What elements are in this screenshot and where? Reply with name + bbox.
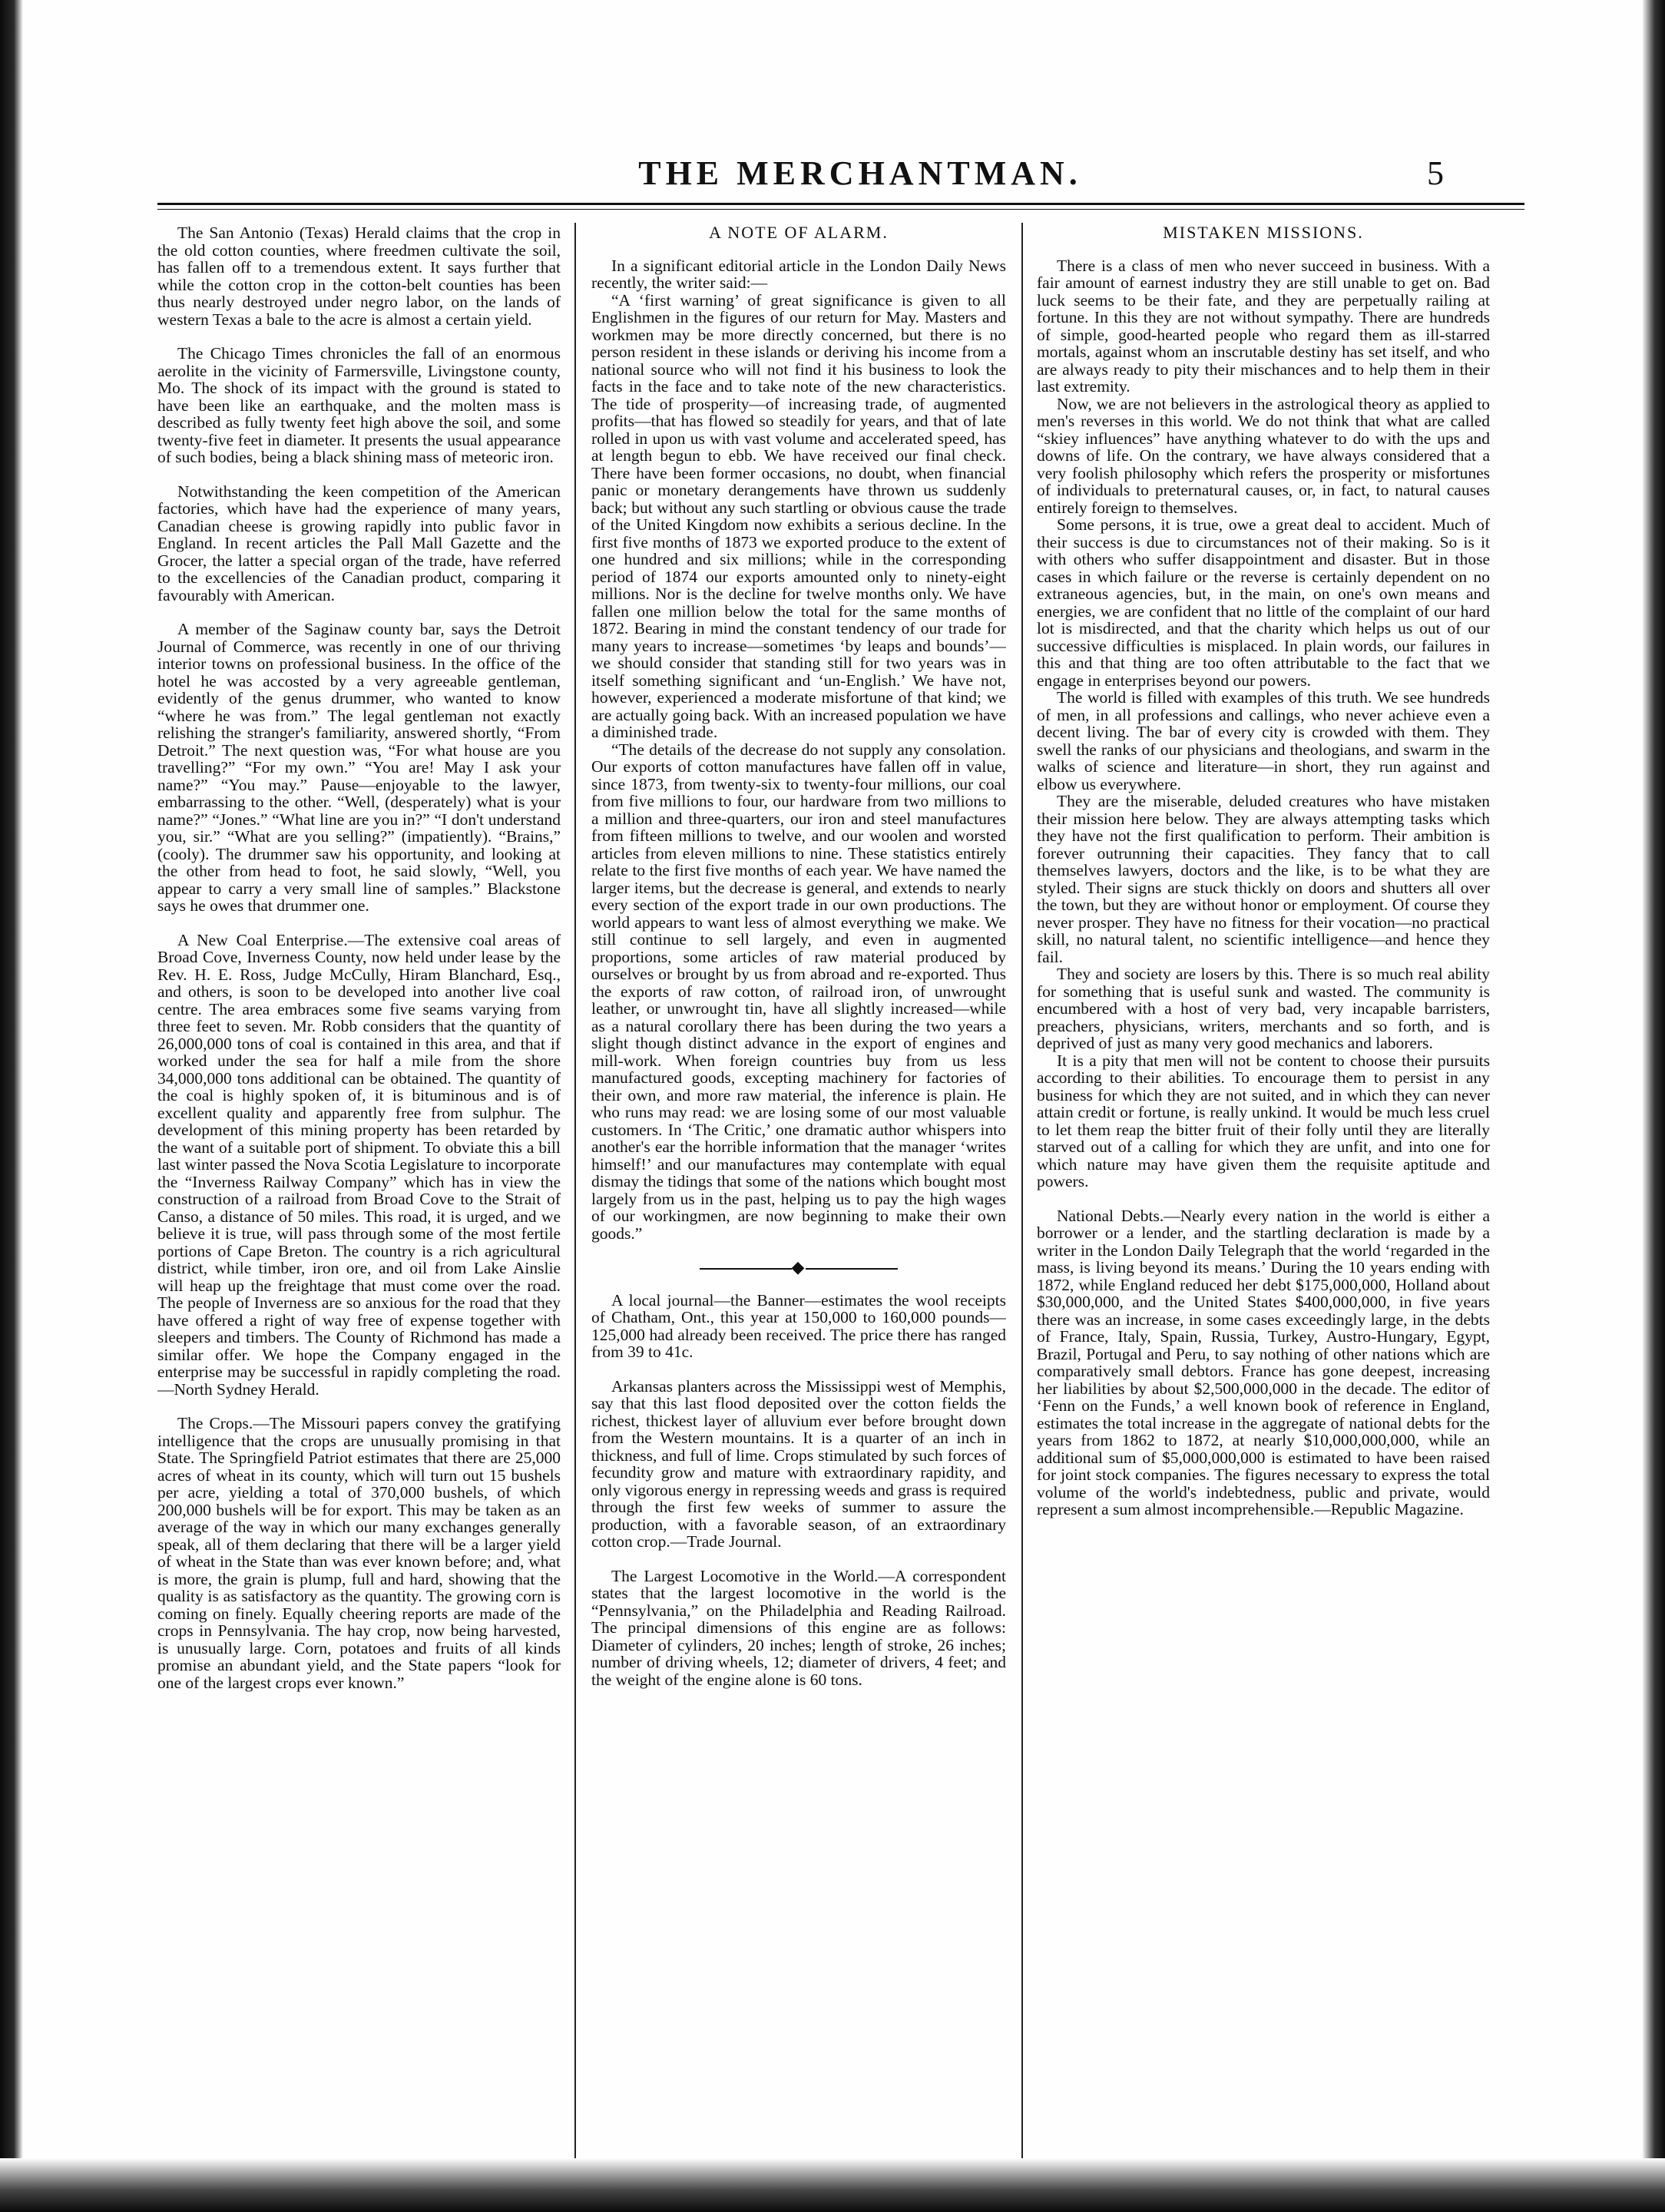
paragraph: Now, we are not believers in the astrological theory as applied to men's reverses in this world. We do not think that what are called “skiey influences” have anything whatever to do with the ups and downs of life. On the contrary, we have always considered that a very foolish philosophy which refers the prosperity or misfortunes of individuals to preternatural causes, or, in fact, to natural causes entirely foreign to themselves. xyxy=(1037,394,1490,517)
paragraph: “The details of the decrease do not supply any consolation. Our exports of cotton manufactures have fallen off in value, since 1873, from twenty-six to twenty-four millions, our coal from five millions to four, our hardware from two millions to a million and three-quarters, our iron and steel manufactures from fifteen millions to twelve, and our woolen and worsted articles from eleven millions to nine. These statistics entirely relate to the first five months of each year. We have named the larger items, but the decrease is general, and extends to nearly every section of the export trade in our own productions. The world appears to want less of almost everything we make. We still continue to sell largely, and even in augmented proportions, some articles of raw material produced by ourselves or brought by us from abroad and re-exported. Thus the exports of raw cotton, of railroad iron, of unwrought leather, or unwrought tin, have all slightly increased—while as a natural corollary there has been during the two years a slight though distinct advance in the export of engines and mill-work. When foreign countries buy from us less manufactured goods, excepting machinery for factories of their own, and more raw material, the inference is plain. He who runs may read: we are losing some of our most valuable customers. In ‘The Critic,’ one dramatic author whispers into another's ear the horrible information that the manager ‘writes himself!’ and our manufactures may contemplate with equal dismay the tidings that some of the nations which bought most largely from us in the past, helping us to pay the high wages of our workingmen, are now beginning to make their own goods.” xyxy=(591,740,1006,1243)
masthead-rule-bottom xyxy=(157,209,1524,210)
scan-bottom-edge xyxy=(0,2158,1665,2212)
article-largest-locomotive: The Largest Locomotive in the World.—A correspondent states that the largest locomotive in the world is the “Pennsylvania,” on the Philadelphia and Reading Railroad. The principal dimensions of this engine are as follows: Diameter of cylinders, 20 inches; length of stroke, 26 inches; number of driving wheels, 12; diameter of drivers, 4 feet; and the weight of the engine alone is 60 tons. xyxy=(591,1566,1006,1689)
column-rule-2 xyxy=(1021,223,1023,2158)
article-note-of-alarm xyxy=(591,257,1006,1243)
paragraph: It is a pity that men will not be content to choose their pursuits according to their abilities. To encourage them to persist in any business for which they are not suited, and in which they can never attain credit or fortune, is really unkind. It would be much less cruel to let them reap the bitter fruit of their folly until they are literally starved out of a calling for which they are unfit, and into one for which nature may have given them the requisite aptitude and powers. xyxy=(1037,1051,1490,1190)
paragraph: There is a class of men who never succeed in business. With a fair amount of earnest industry they are still unable to get on. Bad luck seems to be their fate, and they are perpetually railing at fortune. In this they are not without sympathy. There are hundreds of simple, good-hearted people who regard them as ill-starred mortals, against whom an inscrutable destiny has set itself, and who are always ready to pity their mischances and to help them in their last extremity. xyxy=(1037,256,1490,396)
paragraph: Some persons, it is true, owe a great deal to accident. Much of their success is due to circumstances not of their making. So is it with others who suffer disappointment and disaster. But in those cases in which failure or the reverse is certainly dependent on no extraneous agencies, but, in the main, on one's own means and energies, we are confident that no little of the complaint of our hard lot is misdirected, and that the charity which helps us out of our successive difficulties is misplaced. In plain words, our failures in this and that thing are too often attributable to the fact that we engage in enterprises beyond our powers. xyxy=(1037,515,1490,690)
paragraph: The world is filled with examples of this truth. We see hundreds of men, in all professions and callings, who never achieve even a decent living. The bar of every city is crowded with them. They swell the ranks of our physicians and theologians, and swarm in the walks of science and literature—in short, they run against and elbow us everywhere. xyxy=(1037,688,1490,793)
article-new-coal-enterprise: A New Coal Enterprise.—The extensive coal areas of Broad Cove, Inverness County, now held under lease by the Rev. H. E. Ross, Judge McCully, Hiram Blanchard, Esq., and others, is soon to be developed into another live coal centre. The area embraces some five seams varying from three feet to seven. Mr. Robb considers that the quantity of 26,000,000 tons of coal is contained in this area, and that if worked under the sea for half a mile from the shore 34,000,000 tons additional can be obtained. The quantity of the coal is highly spoken of, it is bituminous and is of excellent quality and apparently free from sulphur. The development of this mining property has been retarded by the want of a suitable port of shipment. To obviate this a bill last winter passed the Nova Scotia Legislature to incorporate the “Inverness Railway Company” which has in view the construction of a railroad from Broad Cove to the Strait of Canso, a distance of 50 miles. This road, it is urged, and we believe it is true, will pass through some of the most fertile portions of Cape Breton. The country is a rich agricultural district, while timber, iron ore, and oil from Lake Ainslie will heap up the freightage that must come over the road. The people of Inverness are so anxious for the road that they have offered a right of way free of expense together with sleepers and timbers. The County of Richmond has made a similar offer. We hope the Company engaged in the enterprise may be successful in rapidly completing the road.—North Sydney Herald. xyxy=(157,930,561,1399)
paragraph: In a significant editorial article in the London Daily News recently, the writer said:— xyxy=(591,256,1006,292)
section-divider: ◆ xyxy=(591,1259,1006,1277)
masthead-title: THE MERCHANTMAN. xyxy=(638,154,1082,192)
page-number: 5 xyxy=(1427,154,1444,192)
heading-note-of-alarm: A NOTE OF ALARM. xyxy=(709,224,889,242)
heading-mistaken-missions: MISTAKEN MISSIONS. xyxy=(1163,224,1364,242)
scan-left-edge xyxy=(0,0,23,2212)
article-chatham-wool: A local journal—the Banner—estimates the wool receipts of Chatham, Ont., this year at 150,000 to 160,000 pounds—125,000 had already been received. The price there has ranged from 39 to 41c. xyxy=(591,1290,1006,1361)
article-the-crops: The Crops.—The Missouri papers convey the gratifying intelligence that the crops are unusually promising in that State. The Springfield Patriot estimates that there are 25,000 acres of wheat in its county, which will turn out 15 bushels per acre, yielding a total of 370,000 bushels, of which 200,000 bushels will be for export. This may be taken as an average of the way in which our many exchanges generally speak, all of them declaring that there will be a larger yield of wheat in the State than was ever known before; and, what is more, the grain is plump, full and hard, showing that the quality is as satisfactory as the quantity. The growing corn is coming on finely. Equally cheering reports are made of the crops in Pennsylvania. The hay crop, now being harvested, is unusually large. Corn, potatoes and fruits of all kinds promise an abundant yield, and the State papers “look for one of the largest crops ever known.” xyxy=(157,1414,561,1692)
paragraph: They and society are losers by this. There is so much real ability for something that is useful sunk and wasted. The community is encumbered with a host of very bad, very incapable barristers, preachers, physicians, writers, merchants and so forth, and is deprived of just as many very good mechanics and laborers. xyxy=(1037,965,1490,1052)
article-aerolite: The Chicago Times chronicles the fall of an enormous aerolite in the vicinity of Farmersville, Livingstone county, Mo. The shock of its impact with the ground is stated to have been like an earthquake, and the molten mass is described as fully twenty feet high above the soil, and some twenty-five feet in diameter. It presents the usual appearance of such bodies, being a black shining mass of meteoric iron. xyxy=(157,344,561,466)
masthead-rule-top xyxy=(157,203,1524,205)
paragraph: They are the miserable, deluded creatures who have mistaken their mission here below. They are always attempting tasks which they have not the first qualification to perform. Their ambition is forever outrunning their capacities. They fancy that to call themselves lawyers, doctors and the like, is to be what they are styled. Their signs are stuck thickly on doors and shutters all over the town, but they are without honor or employment. Of course they never prosper. They have no fitness for their vocation—no practical skill, no natural talent, no scientific intelligence—and hence they fail. xyxy=(1037,792,1490,966)
column-right xyxy=(1037,224,1490,2151)
scan-right-edge xyxy=(1642,0,1665,2212)
paragraph: “A ‘first warning’ of great significance is given to all Englishmen in the figures of our return for May. Masters and workmen may be more directly concerned, but there is no person resident in these islands or deriving his income from a national source who will not find it his business to look the facts in the face and to take note of the new characteristics. The tide of prosperity—of increasing trade, of augmented profits—that has flowed so steadily for years, and that of late rolled in upon us with vast volume and accelerated speed, has at length begun to ebb. We have received our final check. There have been former occasions, no doubt, when financial panic or monetary derangements have thrown us suddenly back; but without any such startling or obvious cause the trade of the United Kingdom now exhibits a serious decline. In the first five months of 1873 we exported produce to the extent of one hundred and six millions; while in the corresponding period of 1874 our exports amounted only to ninety-eight millions. Nor is the decline for twelve months only. We have fallen one million below the total for the same months of 1872. Bearing in mind the constant tendency of our trade for many years to increase—sometimes ‘by leaps and bounds’—we should consider that standing still for two years was in itself something significant and ‘un-English.’ We have not, however, experienced a moderate misfortune of that kind; we are actually going back. With an increased population we have a diminished trade. xyxy=(591,290,1006,741)
column-rule-1 xyxy=(574,223,576,2158)
column-left xyxy=(157,224,561,2151)
article-cotton-crop: The San Antonio (Texas) Herald claims that the crop in the old cotton counties, where freedmen cultivate the soil, has fallen off to a tremendous extent. It says further that while the cotton crop in the cotton-belt counties has been thus nearly destroyed under negro labor, on the lands of western Texas a bale to the acre is almost a certain yield. xyxy=(157,224,561,329)
column-center xyxy=(591,224,1006,2151)
article-arkansas-planters: Arkansas planters across the Mississippi west of Memphis, say that this last flood deposited over the cotton fields the richest, thickest layer of alluvium ever before brought down from the Western mountains. It is a quarter of an inch in thickness, and full of lime. Crops stimulated by such forces of fecundity grow and mature with extraordinary rapidity, and only vigorous energy in repressing weeds and grass is required through the first few weeks of summer to assure the production, with a favorable season, of an extraordinary cotton crop.—Trade Journal. xyxy=(591,1376,1006,1551)
article-canadian-cheese: Notwithstanding the keen competition of the American factories, which have had the experience of many years, Canadian cheese is growing rapidly into public favor in England. In recent articles the Pall Mall Gazette and the Grocer, the latter a special organ of the trade, have referred to the excellencies of the Canadian product, comparing it favourably with American. xyxy=(157,482,561,604)
article-drummer: A member of the Saginaw county bar, says the Detroit Journal of Commerce, was recently in one of our thriving interior towns on professional business. In the office of the hotel he was accosted by a very agreeable gentleman, evidently of the genus drummer, who wanted to know “where he was from.” The legal gentleman not exactly relishing the stranger's familiarity, answered shortly, “From Detroit.” The next question was, “For what house are you travelling?” “For my own.” “You are! May I ask your name?” “You may.” Pause—enjoyable to the lawyer, embarrassing to the other. “Well, (desperately) what is your name?” “Jones.” “What line are you in?” “I don't understand you, sir.” “What are you selling?” (impatiently). “Brains,” (cooly). The drummer saw his opportunity, and looking at the other from head to foot, he said slowly, “Well, you appear to carry a very small line of samples.” Blackstone says he owes that drummer one. xyxy=(157,620,561,915)
article-national-debts: National Debts.—Nearly every nation in the world is either a borrower or a lender, and the startling declaration is made by a writer in the London Daily Telegraph that the world ‘regarded in the mass, is living beyond its means.’ During the 10 years ending with 1872, while England reduced her debt $175,000,000, Holland about $30,000,000, and the United States $400,000,000, in five years there was an increase, in some cases exceedingly large, in the debts of France, Italy, Spain, Russia, Turkey, Austro-Hungary, Egypt, Brazil, Portugal and Peru, to say nothing of other nations which are comparatively small debtors. France has gone deepest, increasing her liabilities by about $2,500,000,000 in the decade. The editor of ‘Fenn on the Funds,’ a well known book of reference in England, estimates the total increase in the aggregate of national debts for the years from 1862 to 1872, at nearly $10,000,000,000, while an additional sum of $5,000,000,000 is estimated to have been raised for joint stock companies. The figures necessary to express the total volume of the world's indebtedness, public and private, would represent a sum almost incomprehensible.—Republic Magazine. xyxy=(1037,1206,1490,1518)
article-mistaken-missions xyxy=(1037,257,1490,1190)
